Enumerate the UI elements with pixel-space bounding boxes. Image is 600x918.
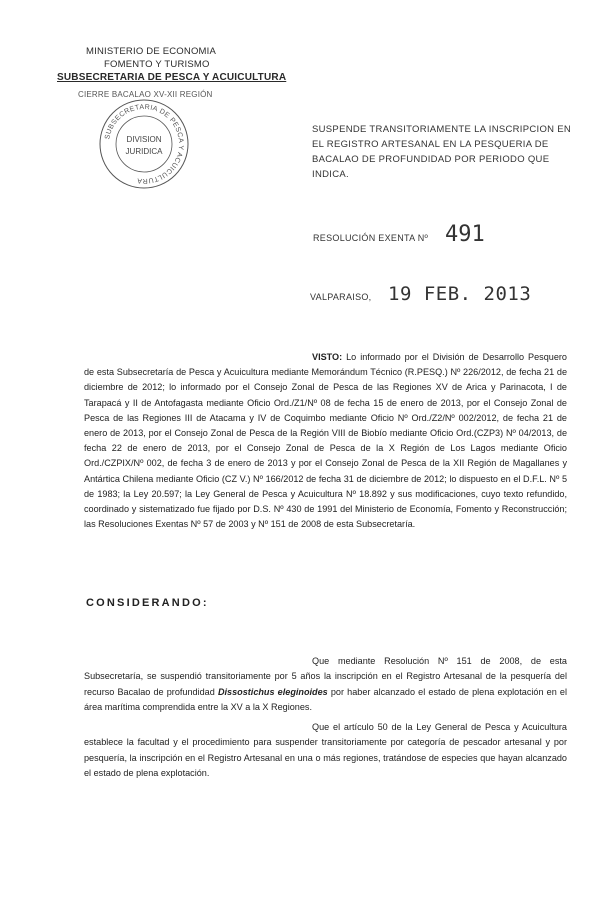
resolution-date: 19 FEB. 2013 <box>388 283 532 305</box>
stamp-ring-text: SUBSECRETARIA DE PESCA Y ACUICULTURA <box>104 103 185 185</box>
ministry-name: MINISTERIO DE ECONOMIA <box>86 46 217 57</box>
place-label: VALPARAISO, <box>310 292 372 302</box>
resolution-subject: SUSPENDE TRANSITORIAMENTE LA INSCRIPCION EN EL REGISTRO ARTESANAL EN LA PESQUERIA DE BACALAO DE PROFUNDIDAD POR PERIODO QUE INDICA. <box>312 124 572 180</box>
considerando-paragraph-1 <box>84 654 567 716</box>
visto-label: VISTO: <box>312 352 343 362</box>
visto-paragraph <box>84 350 567 532</box>
subsecretaria-name: SUBSECRETARIA DE PESCA Y ACUICULTURA <box>57 72 287 83</box>
resolution-label: RESOLUCIÓN EXENTA Nº <box>313 233 429 243</box>
resolution-number: 491 <box>445 222 485 247</box>
considerando-heading: CONSIDERANDO: <box>86 597 209 609</box>
ministry-subtitle: FOMENTO Y TURISMO <box>104 59 210 70</box>
species-name: Dissostichus eleginoides <box>217 686 328 697</box>
considerando-paragraph-2: Que el artículo 50 de la Ley General de Pesca y Acuicultura establece la facultad y el procedimiento para suspender transitoriamente por categoría de pescador artesanal y por pesquería, la inscripción en el Registro Artesanal en una o más regiones, tratándose de especies que hayan alcanzado el estado de plena explotación. <box>84 722 567 779</box>
stamp-center-line1: DIVISION <box>126 135 162 144</box>
division-juridica-stamp <box>98 98 190 190</box>
visto-text: Lo informado por el División de Desarrollo Pesquero de esta Subsecretaría de Pesca y Acuicultura mediante Memorándum Técnico (R.PESQ.) Nº 226/2012, de fecha 21 de diciembre de 2012; lo informado por el Consejo Zonal de Pesca de las Regiones XV de Arica y Parinacota, I de Tarapacá y II de Antofagasta mediante Oficio Ord./Z1/Nº 08 de fecha 15 de enero de 2013, por el Consejo Zonal de Pesca de las Regiones III de Atacama y IV de Coquimbo mediante Oficio Nº Ord./Z2/Nº 002/2012, de fecha 21 de enero de 2013, por el Consejo Zonal de Pesca de la Región VIII de Biobío mediante Oficio Ord.(CZP3) Nº 04/2013, de fecha 22 de enero de 2013, por el Consejo Zonal de Pesca de la X Región de Los Lagos mediante Oficio Ord./CZPIX/Nº 002, de fecha 3 de enero de 2013 y por el Consejo Zonal de Pesca de la XII Región de Magallanes y Antártica Chilena mediante Oficio (CZ V.) Nº 166/2012 de fecha 31 de diciembre de 2012; lo dispuesto en el D.F.L. Nº 5 de 1983; la Ley 20.597; la Ley General de Pesca y Acuicultura Nº 18.892 y sus modificaciones, cuyo texto refundido, coordinado y sistematizado fue fijado por D.S. Nº 430 de 1991 del Ministerio de Economía, Fomento y Reconstrucción; las Resoluciones Exentas Nº 57 de 2003 y Nº 151 de 2008 de esta Subsecretaría. <box>84 352 567 530</box>
considerando-p1-end: por haber alcanzado el estado de plena explotación en el área marítima comprendida entre la XV a la X Regiones. <box>84 686 567 713</box>
file-reference: CIERRE BACALAO XV-XII REGIÓN <box>78 90 213 99</box>
considerando-p1-start: Que mediante Resolución Nº 151 de 2008, de esta Subsecretaría, se suspendió transitoriamente por 5 años la inscripción en el Registro Artesanal de la pesquería del recurso Bacalao de profundidad <box>84 656 567 697</box>
stamp-center-line2: JURIDICA <box>125 147 163 156</box>
